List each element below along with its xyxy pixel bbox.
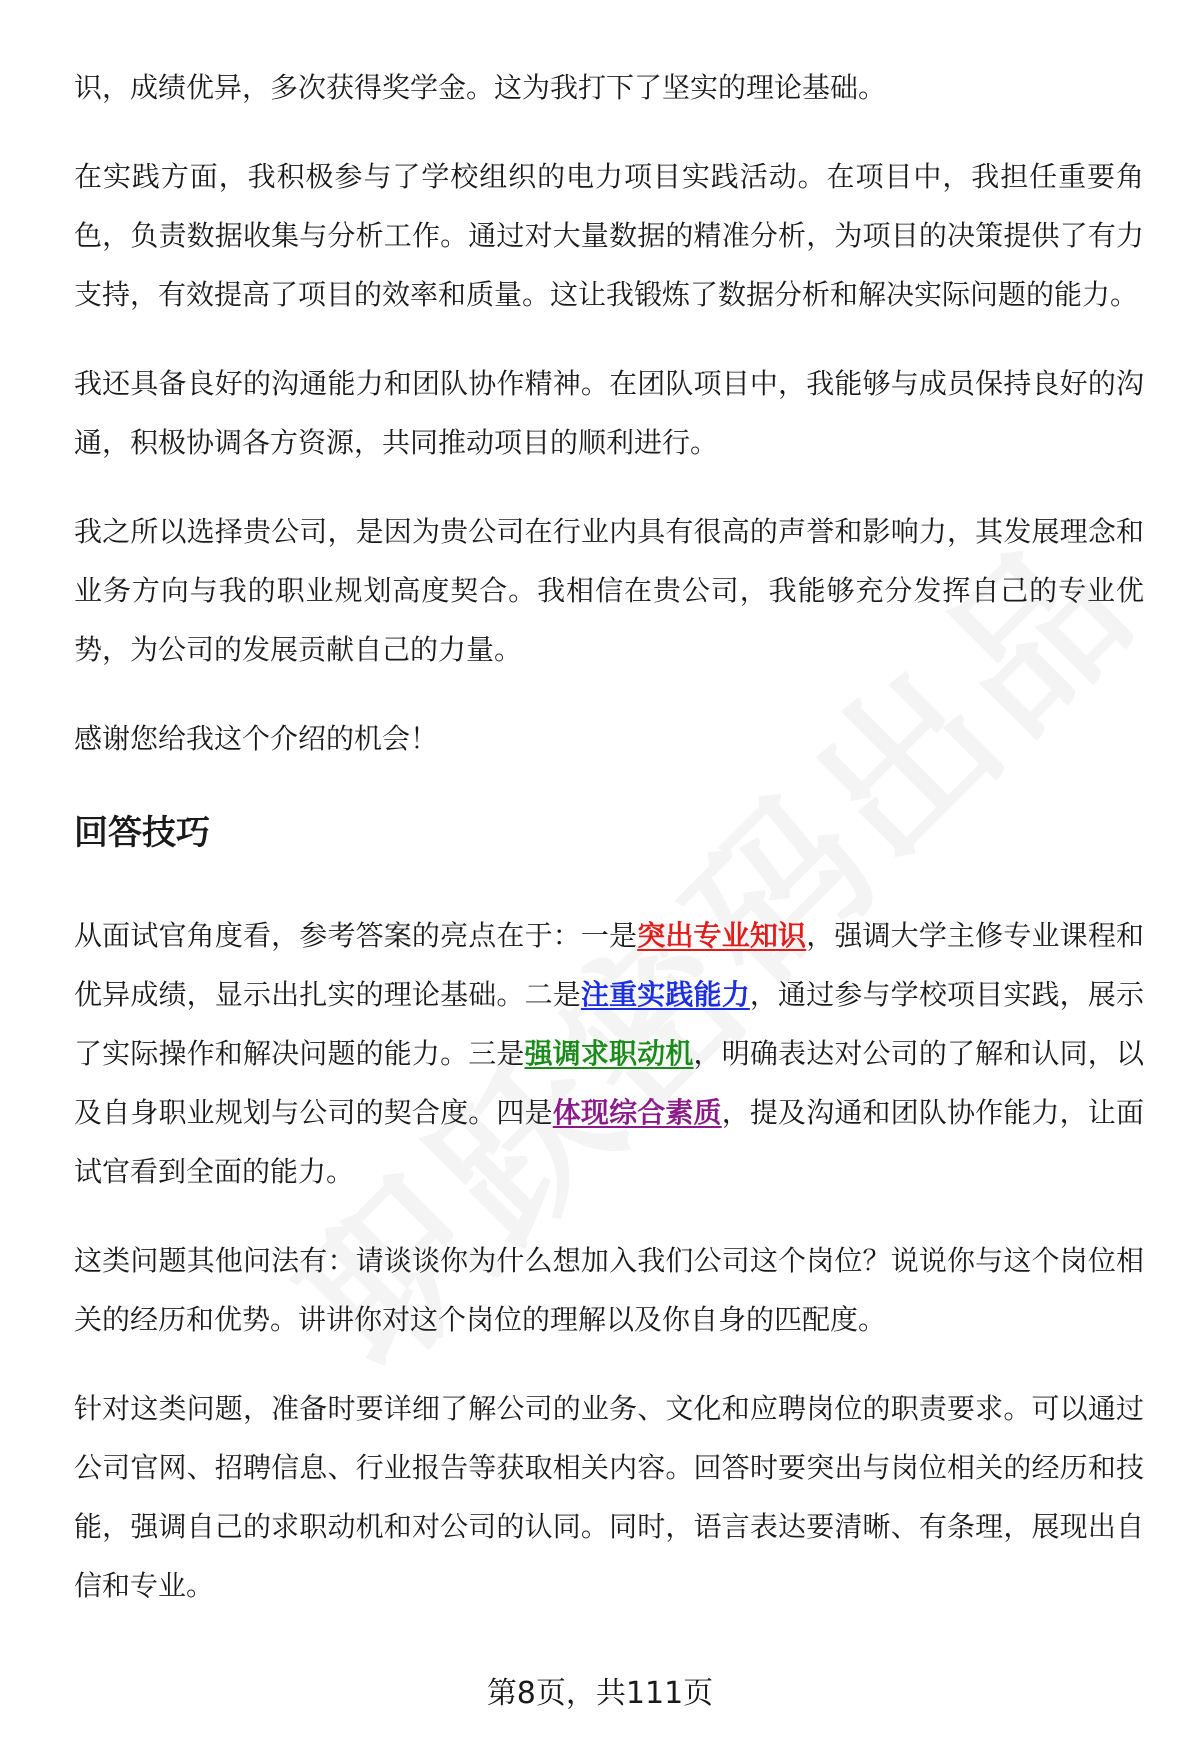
highlight-professional-knowledge: 突出专业知识 [637, 919, 807, 952]
highlight-practical-ability: 注重实践能力 [580, 978, 750, 1011]
paragraph-thanks: 感谢您给我这个介绍的机会！ [74, 722, 439, 755]
highlight-overall-quality: 体现综合素质 [552, 1096, 722, 1129]
paragraph-other-questions: 这类问题其他问法有：请谈谈你为什么想加入我们公司这个岗位？说说你与这个岗位相关的经历和优势。讲讲你对这个岗位的理解以及你自身的匹配度。 [74, 1244, 1144, 1336]
section-heading: 回答技巧 [74, 813, 210, 853]
paragraph-teamwork: 我还具备良好的沟通能力和团队协作精神。在团队项目中，我能够与成员保持良好的沟通，积极协调各方资源，共同推动项目的顺利进行。 [74, 367, 1144, 459]
tips-text-5: ，提及沟通和团队协作能力，让面试官看到全面的能力。 [74, 1096, 1144, 1188]
tips-text-3: ，通过参与学校项目实践，展示了实际操作和解决问题的能力。三是 [74, 978, 1144, 1070]
document-body [74, 58, 1144, 1645]
page-footer: 第8页，共111页 [486, 1676, 714, 1711]
paragraph-intro-tail: 识，成绩优异，多次获得奖学金。这为我打下了坚实的理论基础。 [74, 71, 887, 104]
paragraph-practice: 在实践方面，我积极参与了学校组织的电力项目实践活动。在项目中，我担任重要角色，负责数据收集与分析工作。通过对大量数据的精准分析，为项目的决策提供了有力支持，有效提高了项目的效率和质量。这让我锻炼了数据分析和解决实际问题的能力。 [74, 160, 1144, 311]
paragraph-why-company: 我之所以选择贵公司，是因为贵公司在行业内具有很高的声誉和影响力，其发展理念和业务方向与我的职业规划高度契合。我相信在贵公司，我能够充分发挥自己的专业优势，为公司的发展贡献自己的力量。 [74, 515, 1144, 666]
paragraph-tips [74, 906, 1144, 1201]
tips-text-4: ，明确表达对公司的了解和认同，以及自身职业规划与公司的契合度。四是 [74, 1037, 1144, 1129]
tips-text-2: ，强调大学主修专业课程和优异成绩，显示出扎实的理论基础。二是 [74, 919, 1144, 1011]
tips-text-1: 从面试官角度看，参考答案的亮点在于：一是 [74, 919, 638, 952]
highlight-job-motivation: 强调求职动机 [524, 1037, 694, 1070]
paragraph-preparation: 针对这类问题，准备时要详细了解公司的业务、文化和应聘岗位的职责要求。可以通过公司官网、招聘信息、行业报告等获取相关内容。回答时要突出与岗位相关的经历和技能，强调自己的求职动机和对公司的认同。同时，语言表达要清晰、有条理，展现出自信和专业。 [74, 1392, 1144, 1602]
